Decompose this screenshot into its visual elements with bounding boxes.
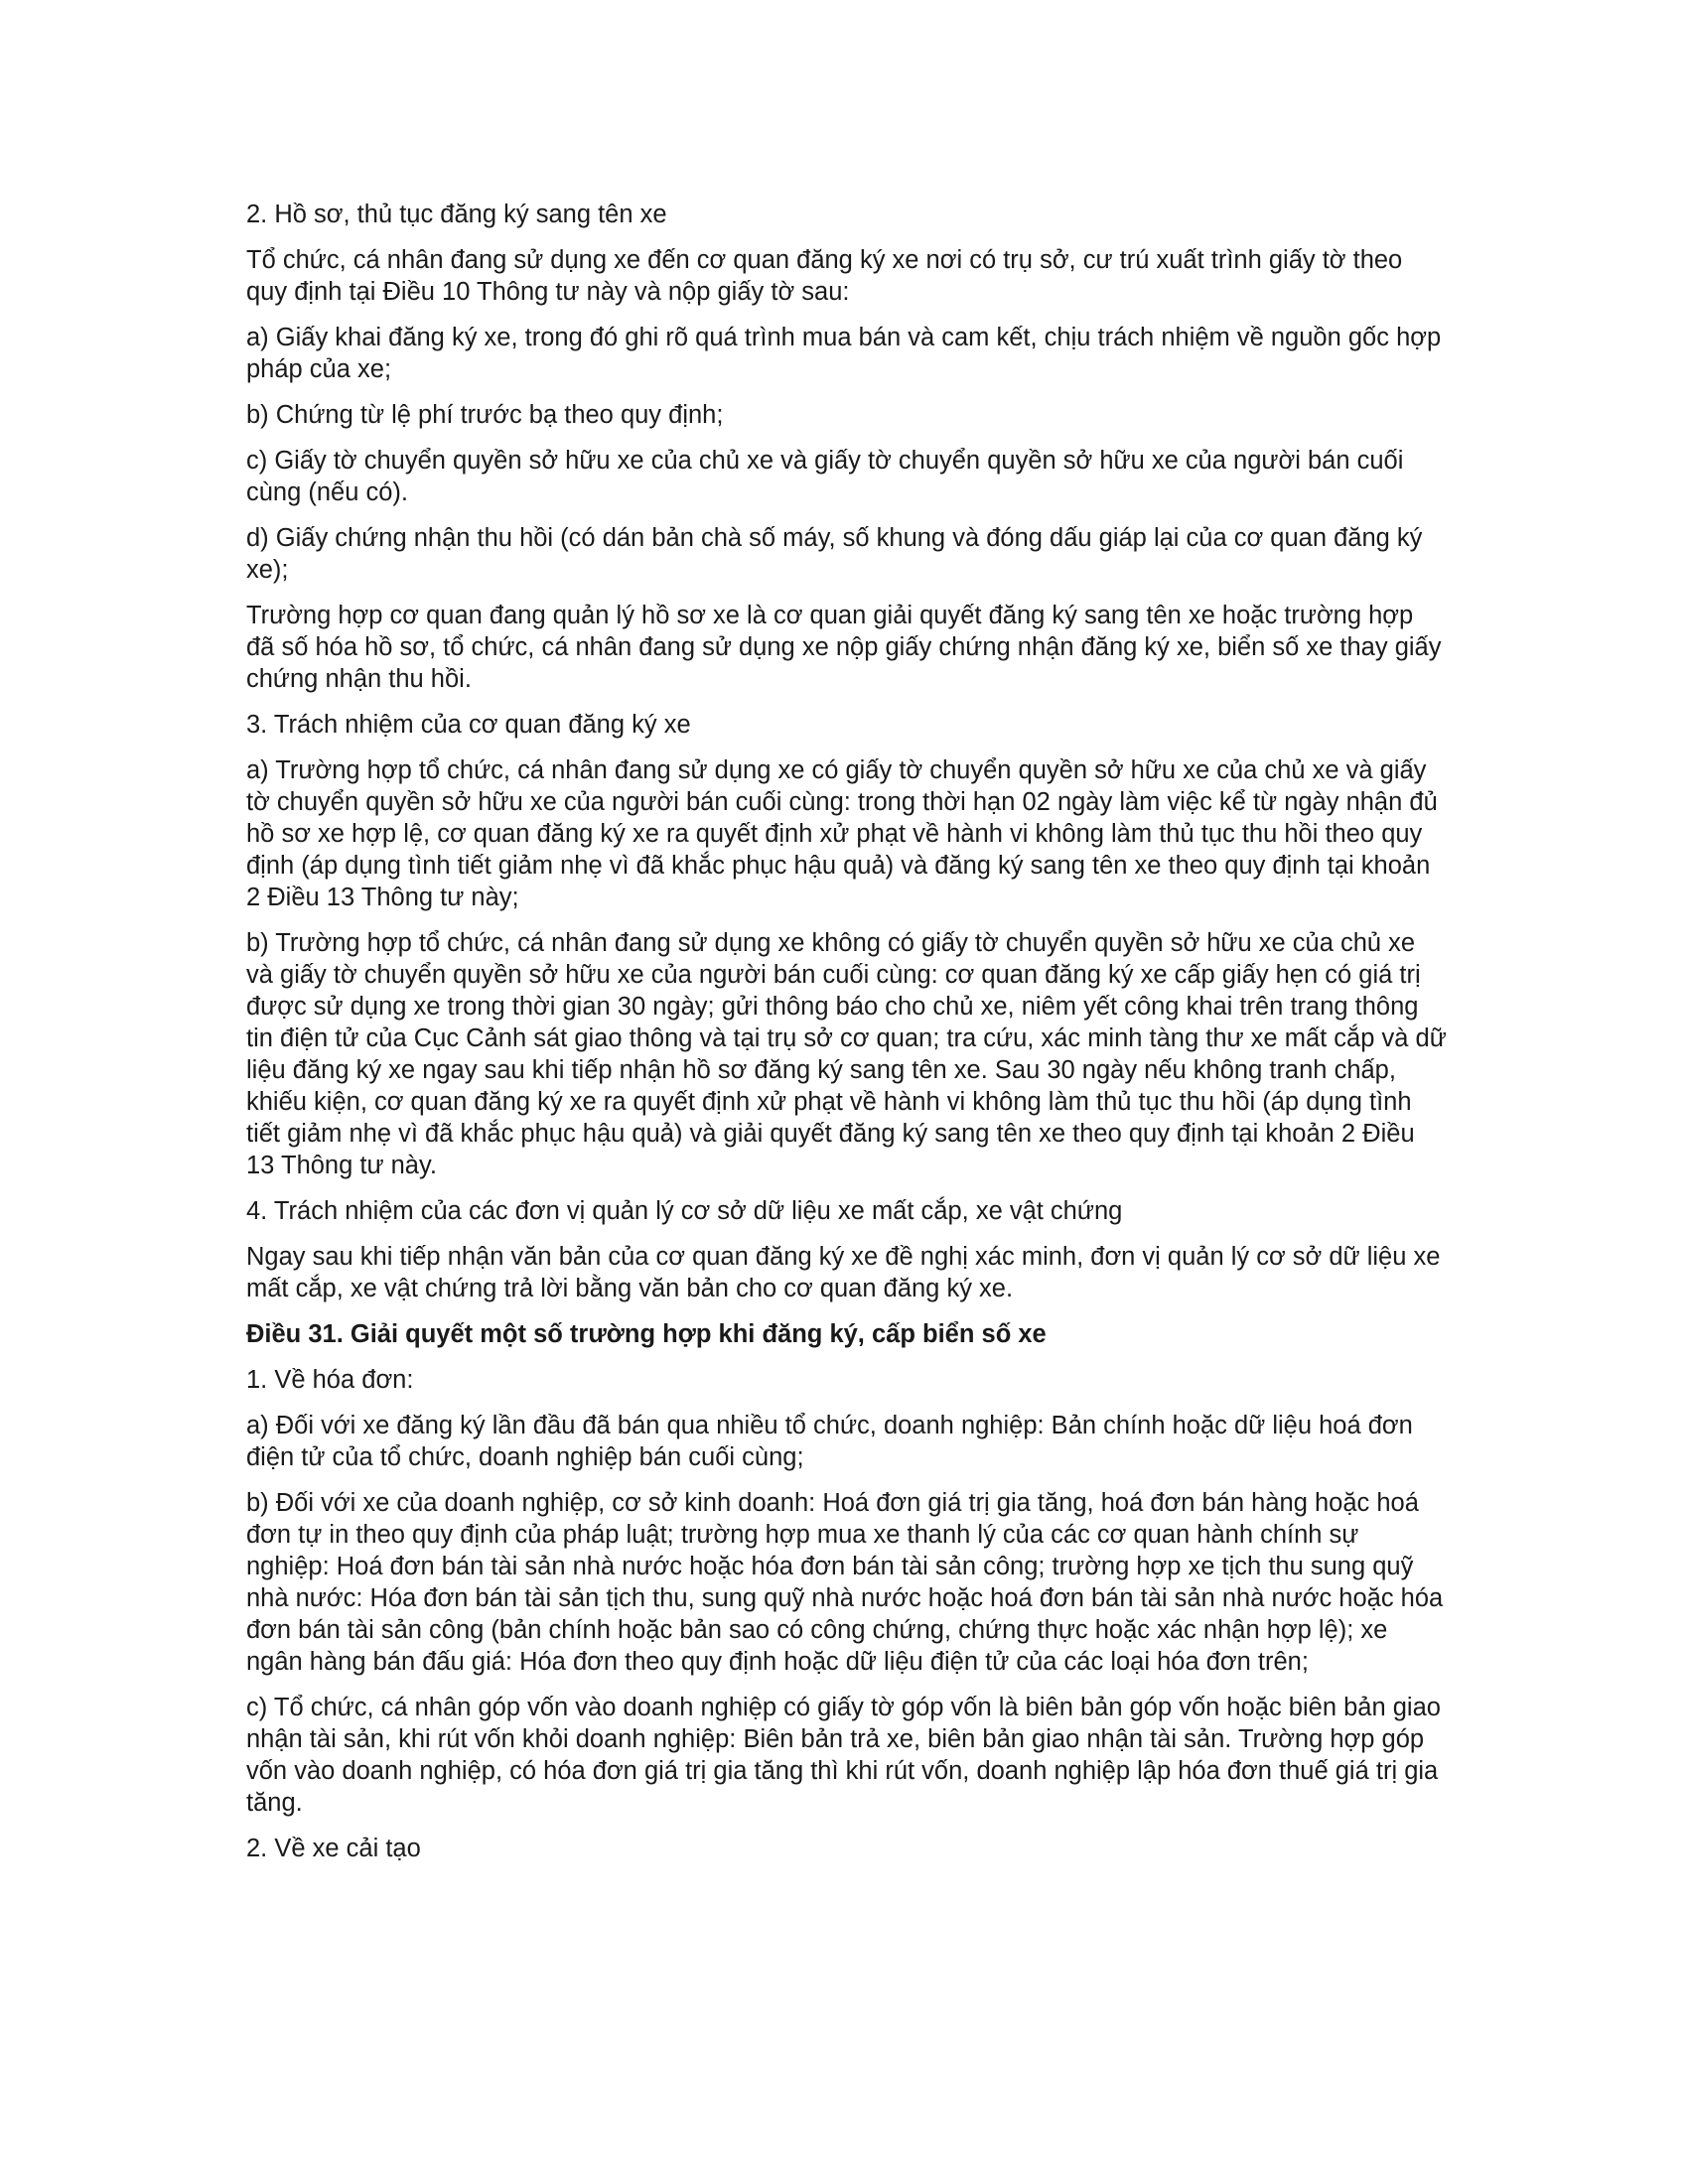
list-item: c) Giấy tờ chuyển quyền sở hữu xe của chủ xe và giấy tờ chuyển quyền sở hữu xe của người bán cuối cùng (nếu có). bbox=[246, 447, 1404, 506]
section-heading: 1. Về hóa đơn: bbox=[246, 1366, 414, 1394]
section-heading: 3. Trách nhiệm của cơ quan đăng ký xe bbox=[246, 711, 691, 739]
list-item: b) Đối với xe của doanh nghiệp, cơ sở kinh doanh: Hoá đơn giá trị gia tăng, hoá đơn bán hàng hoặc hoá đơn tự in theo quy định của pháp luật; trường hợp mua xe thanh lý của các cơ quan hành chính sự nghiệp: Hoá đơn bán tài sản nhà nước hoặc hóa đơn bán tài sản công; trường hợp xe tịch thu sung quỹ nhà nước: Hóa đơn bán tài sản tịch thu, sung quỹ nhà nước hoặc hoá đơn bán tài sản nhà nước hoặc hóa đơn bán tài sản công (bản chính hoặc bản sao có công chứng, chứng thực hoặc xác nhận hợp lệ); xe ngân hàng bán đấu giá: Hóa đơn theo quy định hoặc dữ liệu điện tử của các loại hóa đơn trên; bbox=[246, 1489, 1444, 1676]
list-item: a) Đối với xe đăng ký lần đầu đã bán qua nhiều tổ chức, doanh nghiệp: Bản chính hoặc dữ liệu hoá đơn điện tử của tổ chức, doanh nghiệp bán cuối cùng; bbox=[246, 1412, 1413, 1471]
document-page bbox=[246, 199, 1448, 1878]
list-item: a) Giấy khai đăng ký xe, trong đó ghi rõ quá trình mua bán và cam kết, chịu trách nhiệm về nguồn gốc hợp pháp của xe; bbox=[246, 324, 1442, 383]
paragraph: Tổ chức, cá nhân đang sử dụng xe đến cơ quan đăng ký xe nơi có trụ sở, cư trú xuất trình giấy tờ theo quy định tại Điều 10 Thông tư này và nộp giấy tờ sau: bbox=[246, 246, 1403, 306]
section-heading: 2. Về xe cải tạo bbox=[246, 1835, 421, 1862]
paragraph: Ngay sau khi tiếp nhận văn bản của cơ quan đăng ký xe đề nghị xác minh, đơn vị quản lý cơ sở dữ liệu xe mất cắp, xe vật chứng trả lời bằng văn bản cho cơ quan đăng ký xe. bbox=[246, 1243, 1441, 1302]
section-heading: 2. Hồ sơ, thủ tục đăng ký sang tên xe bbox=[246, 201, 667, 228]
list-item: a) Trường hợp tổ chức, cá nhân đang sử dụng xe có giấy tờ chuyển quyền sở hữu xe của chủ xe và giấy tờ chuyển quyền sở hữu xe của người bán cuối cùng: trong thời hạn 02 ngày làm việc kể từ ngày nhận đủ hồ sơ xe hợp lệ, cơ quan đăng ký xe ra quyết định xử phạt về hành vi không làm thủ tục thu hồi theo quy định (áp dụng tình tiết giảm nhẹ vì đã khắc phục hậu quả) và đăng ký sang tên xe theo quy định tại khoản 2 Điều 13 Thông tư này; bbox=[246, 756, 1438, 911]
list-item: b) Chứng từ lệ phí trước bạ theo quy định; bbox=[246, 401, 724, 429]
section-heading: 4. Trách nhiệm của các đơn vị quản lý cơ sở dữ liệu xe mất cắp, xe vật chứng bbox=[246, 1197, 1123, 1225]
list-item: b) Trường hợp tổ chức, cá nhân đang sử dụng xe không có giấy tờ chuyển quyền sở hữu xe của chủ xe và giấy tờ chuyển quyền sở hữu xe của người bán cuối cùng: cơ quan đăng ký xe cấp giấy hẹn có giá trị được sử dụng xe trong thời gian 30 ngày; gửi thông báo cho chủ xe, niêm yết công khai trên trang thông tin điện tử của Cục Cảnh sát giao thông và tại trụ sở cơ quan; tra cứu, xác minh tàng thư xe mất cắp và dữ liệu đăng ký xe ngay sau khi tiếp nhận hồ sơ đăng ký sang tên xe. Sau 30 ngày nếu không tranh chấp, khiếu kiện, cơ quan đăng ký xe ra quyết định xử phạt về hành vi không làm thủ tục thu hồi (áp dụng tình tiết giảm nhẹ vì đã khắc phục hậu quả) và giải quyết đăng ký sang tên xe theo quy định tại khoản 2 Điều 13 Thông tư này. bbox=[246, 929, 1447, 1179]
list-item: d) Giấy chứng nhận thu hồi (có dán bản chà số máy, số khung và đóng dấu giáp lại của cơ quan đăng ký xe); bbox=[246, 524, 1423, 584]
article-heading: Điều 31. Giải quyết một số trường hợp khi đăng ký, cấp biển số xe bbox=[246, 1320, 1047, 1348]
list-item: c) Tổ chức, cá nhân góp vốn vào doanh nghiệp có giấy tờ góp vốn là biên bản góp vốn hoặc biên bản giao nhận tài sản, khi rút vốn khỏi doanh nghiệp: Biên bản trả xe, biên bản giao nhận tài sản. Trường hợp góp vốn vào doanh nghiệp, có hóa đơn giá trị gia tăng thì khi rút vốn, doanh nghiệp lập hóa đơn thuế giá trị gia tăng. bbox=[246, 1694, 1441, 1817]
paragraph: Trường hợp cơ quan đang quản lý hồ sơ xe là cơ quan giải quyết đăng ký sang tên xe hoặc trường hợp đã số hóa hồ sơ, tổ chức, cá nhân đang sử dụng xe nộp giấy chứng nhận đăng ký xe, biển số xe thay giấy chứng nhận thu hồi. bbox=[246, 602, 1442, 693]
